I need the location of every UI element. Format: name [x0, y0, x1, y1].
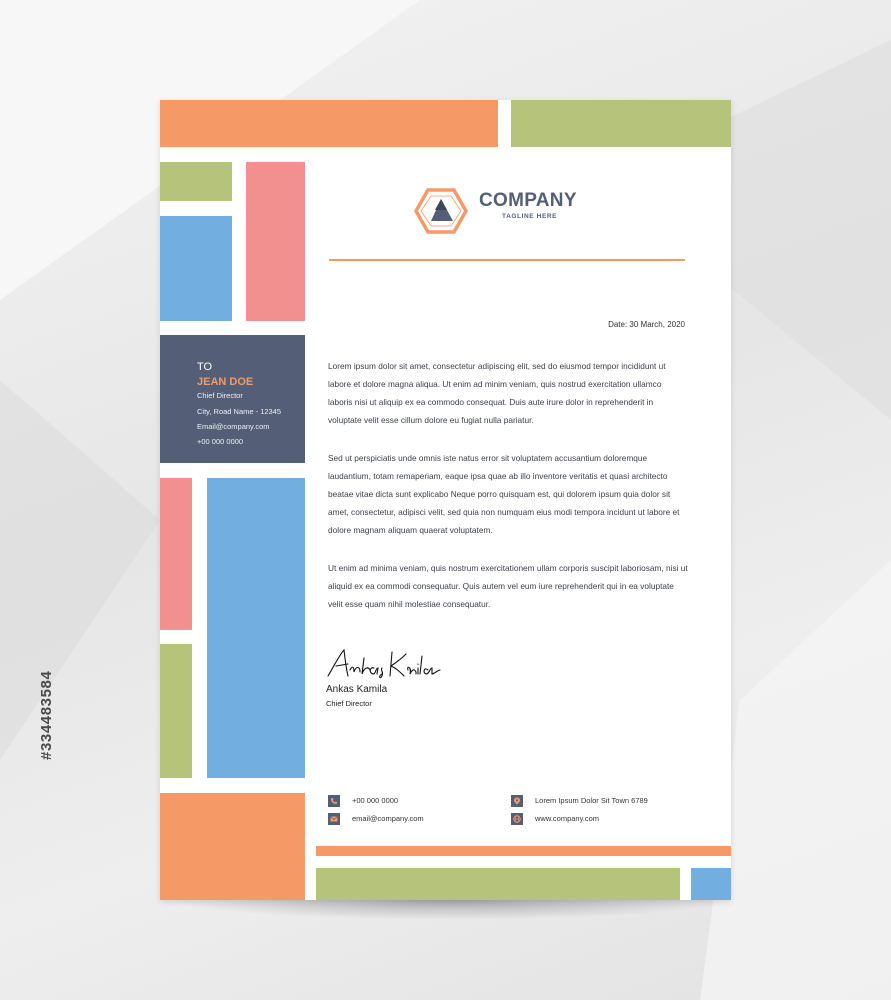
company-logo — [414, 188, 614, 234]
recipient-phone: +00 000 0000 — [197, 437, 244, 446]
letter-paragraph: Ut enim ad minima veniam, quis nostrum exercitationem ullam corporis suscipit laboriosam, nisi ut aliquid ex ea commodi consequatur. Quis autem vel eum iure reprehenderit qui in ea voluptate velit esse quam nihil molestiae consequatur. — [328, 563, 688, 609]
location-pin-icon — [511, 795, 523, 807]
handwritten-signature — [324, 646, 444, 682]
contact-email-text: email@company.com — [352, 814, 424, 823]
signatory-role: Chief Director — [326, 699, 372, 708]
letter-paragraph: Lorem ipsum dolor sit amet, consectetur adipiscing elit, sed do eiusmod tempor incididunt ut labore et dolore magna aliqua. Ut enim ad minim veniam, quis nostrud exercitation ullamco laboris nisi ut aliquip ex ea commodo consequat. Duis aute irure dolor in reprehenderit in voluptate velit esse cillum dolore eu fugiat nulla pariatur. — [328, 361, 666, 425]
bottom-orange-strip — [316, 846, 731, 856]
company-tagline: TAGLINE HERE — [502, 213, 558, 220]
stock-id-label — [8, 670, 55, 980]
globe-icon — [511, 813, 523, 825]
recipient-to-label: TO — [197, 361, 213, 373]
contact-address-text: Lorem Ipsum Dolor Sit Town 6789 — [535, 796, 648, 805]
header-divider — [329, 259, 685, 261]
phone-icon — [328, 795, 340, 807]
top-green-bar — [511, 100, 731, 147]
letter-paragraph: Sed ut perspiciatis unde omnis iste natus error sit voluptatem accusantium doloremque laudantium, totam remaperiam, eaque ipsa quae ab illo inventore veritatis et quasi architecto beatae vitae dicta sunt explicabo Neque porro quisquam est, qui dolorem ipsum quia dolor sit amet, consectetur, adipisci velit, sed quia non numquam eius modi tempora incidunt ut labore et dolore magnam aliquam quaerat voluptatem. — [328, 453, 680, 535]
left-green-block-2 — [160, 644, 192, 778]
left-green-block — [160, 162, 232, 201]
letter-body — [328, 357, 688, 633]
recipient-email: Email@company.com — [197, 422, 270, 431]
bottom-blue-block — [691, 868, 731, 900]
letter-date: Date: 30 March, 2020 — [608, 320, 685, 329]
top-orange-bar — [160, 100, 498, 147]
bottom-left-orange-block — [160, 793, 305, 900]
recipient-title: Chief Director — [197, 391, 243, 400]
signatory-name: Ankas Kamila — [326, 684, 388, 695]
company-name: COMPANY — [479, 190, 577, 211]
recipient-address: City, Road Name - 12345 — [197, 407, 282, 416]
stock-id-text: #334483584 — [38, 670, 55, 760]
hexagon-logo-icon — [414, 188, 468, 234]
contact-website-text: www.company.com — [535, 814, 600, 823]
left-blue-block-2 — [207, 478, 305, 778]
recipient-box — [160, 335, 305, 463]
mail-icon — [328, 813, 340, 825]
bottom-green-bar — [316, 868, 680, 900]
left-pink-block — [246, 162, 305, 321]
recipient-name: JEAN DOE — [197, 376, 254, 388]
left-blue-block — [160, 216, 232, 321]
letterhead-page — [160, 100, 731, 900]
contact-phone-text: +00 000 0000 — [352, 796, 399, 805]
left-pink-block-2 — [160, 478, 192, 630]
